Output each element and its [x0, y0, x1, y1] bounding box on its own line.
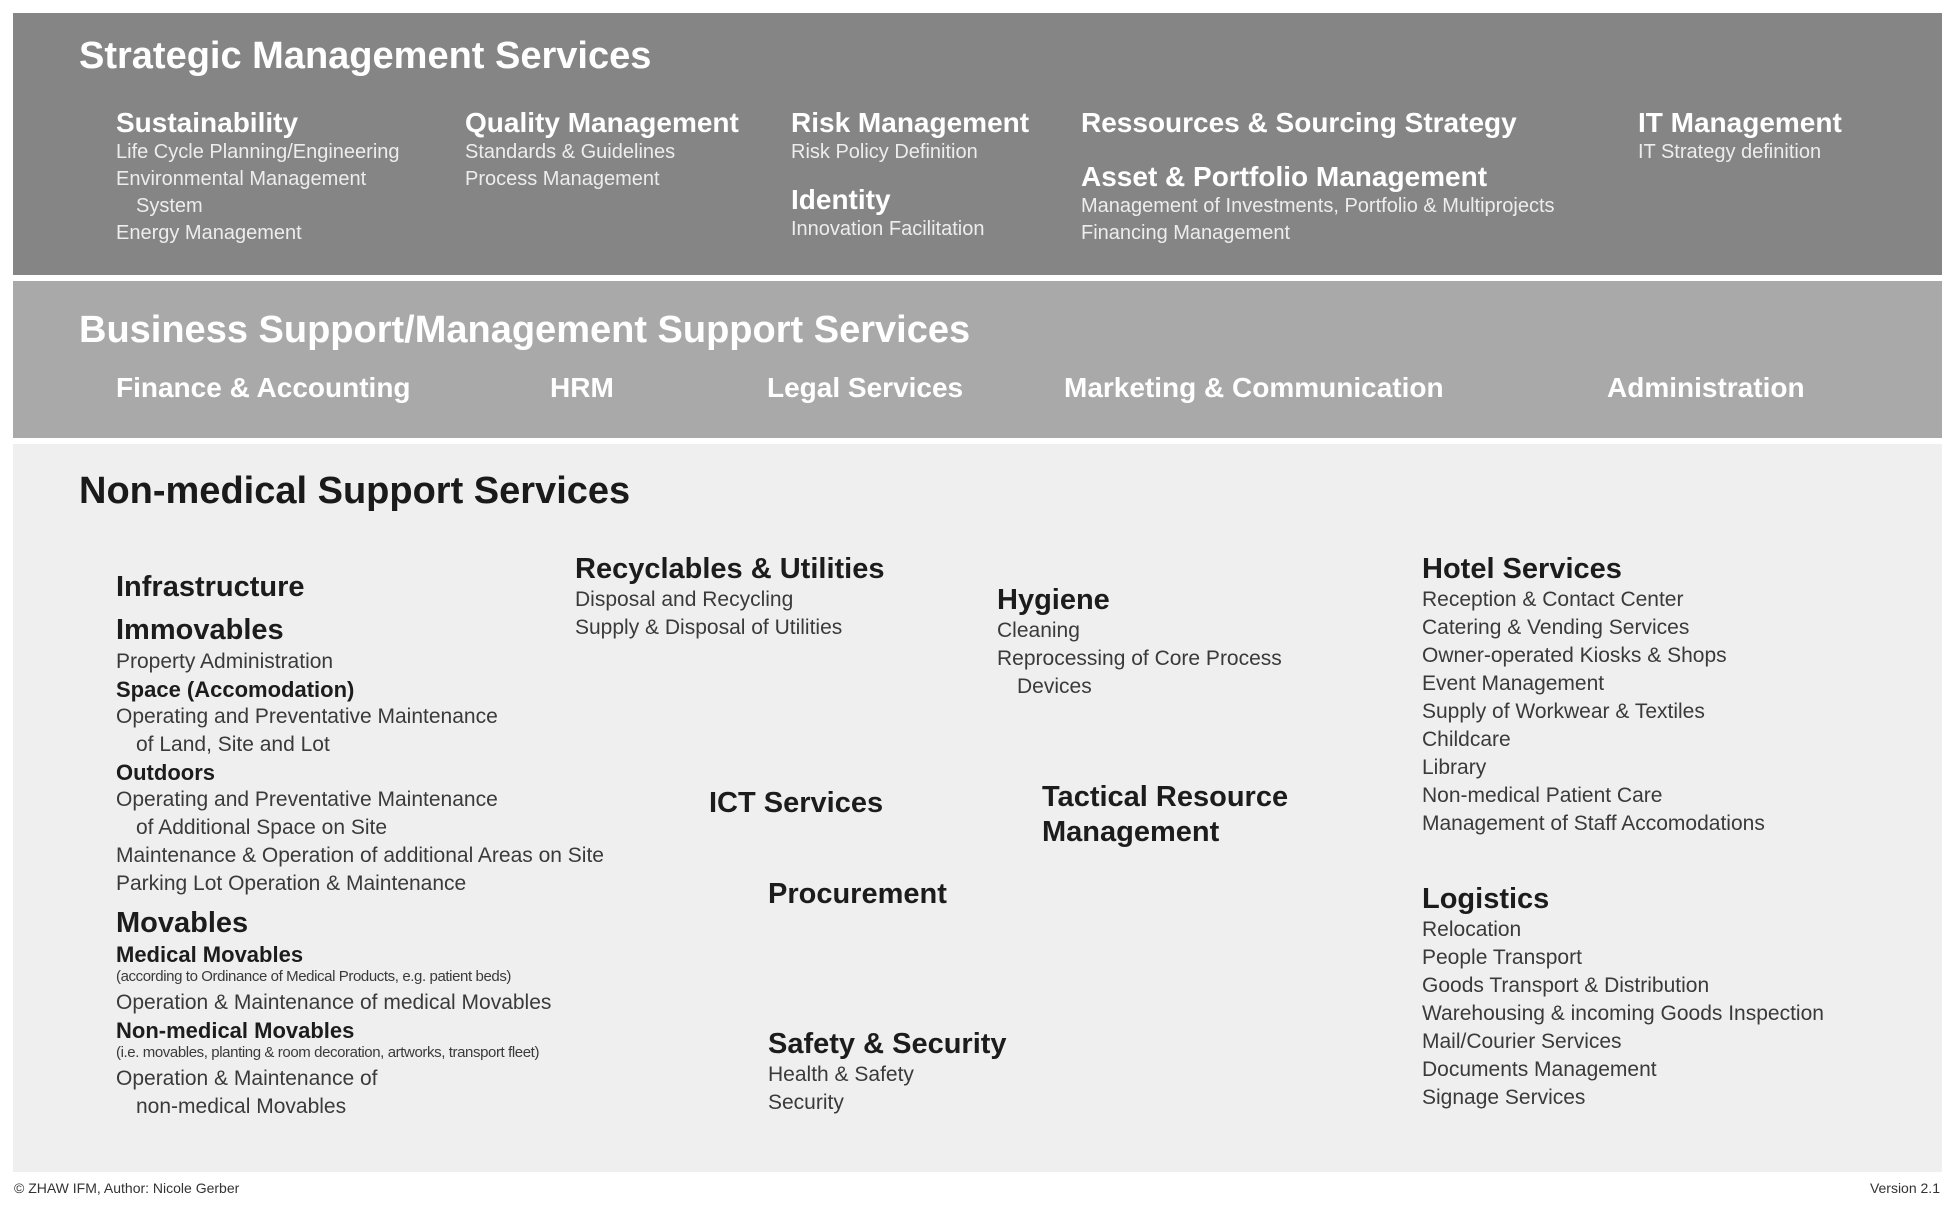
logistics-item: Documents Management — [1422, 1058, 1657, 1081]
hygiene-block — [997, 584, 1282, 701]
business-item-administration: Administration — [1607, 372, 1805, 403]
safety-item: Health & Safety — [768, 1063, 914, 1086]
logistics-block — [1422, 883, 1824, 1112]
nonmedical-support-band — [13, 444, 1942, 1172]
identity-item: Innovation Facilitation — [791, 218, 985, 240]
space-subheading: Space (Accomodation) — [116, 677, 355, 702]
identity-heading: Identity — [791, 184, 891, 215]
recyclables-heading: Recyclables & Utilities — [575, 553, 885, 585]
hotel-item: Childcare — [1422, 728, 1511, 751]
logistics-item: Warehousing & incoming Goods Inspection — [1422, 1002, 1824, 1025]
infrastructure-item: Operating and Preventative Maintenance — [116, 788, 498, 811]
tactical-heading-line2: Management — [1042, 816, 1220, 848]
logistics-item: Relocation — [1422, 918, 1522, 941]
quality-item: Process Management — [465, 168, 660, 190]
resources-block — [1081, 106, 1517, 139]
business-item-marketing: Marketing & Communication — [1064, 372, 1444, 403]
asset-item: Financing Management — [1081, 222, 1291, 244]
business-support-band — [13, 281, 1942, 438]
sustainability-item: Environmental Management — [116, 168, 367, 190]
infrastructure-item: non-medical Movables — [136, 1095, 347, 1118]
infrastructure-item: Operating and Preventative Maintenance — [116, 705, 498, 728]
nonmedical-movables-note: (i.e. movables, planting & room decoration, artworks, transport fleet) — [116, 1044, 540, 1061]
infrastructure-heading: Infrastructure — [116, 571, 305, 603]
hotel-item: Event Management — [1422, 672, 1605, 695]
risk-management-block — [791, 106, 1029, 166]
quality-item: Standards & Guidelines — [465, 141, 676, 163]
it-item: IT Strategy definition — [1638, 141, 1822, 163]
sustainability-item: Life Cycle Planning/Engineering — [116, 141, 400, 163]
infrastructure-item: Operation & Maintenance of — [116, 1067, 378, 1090]
hotel-item: Catering & Vending Services — [1422, 616, 1690, 639]
recyclables-block — [575, 553, 884, 642]
business-item-finance: Finance & Accounting — [116, 372, 411, 403]
hygiene-item: Reprocessing of Core Process — [997, 647, 1282, 670]
business-item-hrm: HRM — [550, 372, 614, 403]
sustainability-item: Energy Management — [116, 222, 302, 244]
outdoors-subheading: Outdoors — [116, 760, 215, 785]
quality-management-block — [465, 106, 739, 193]
ict-heading: ICT Services — [709, 787, 884, 819]
nonmedical-title: Non-medical Support Services — [79, 470, 631, 512]
hotel-item: Owner-operated Kiosks & Shops — [1422, 644, 1727, 667]
immovables-heading: Immovables — [116, 614, 284, 646]
medical-movables-note: (according to Ordinance of Medical Products, e.g. patient beds) — [116, 968, 512, 985]
copyright-footer: © ZHAW IFM, Author: Nicole Gerber — [14, 1180, 240, 1196]
safety-security-block — [768, 1028, 1007, 1117]
hotel-item: Supply of Workwear & Textiles — [1422, 700, 1705, 723]
hygiene-item: Cleaning — [997, 619, 1080, 642]
infrastructure-block — [116, 570, 604, 1121]
version-footer: Version 2.1 — [1869, 1180, 1940, 1196]
safety-item: Security — [768, 1091, 844, 1114]
tactical-resource-block — [1042, 780, 1288, 850]
sustainability-heading: Sustainability — [116, 107, 299, 138]
logistics-item: People Transport — [1422, 946, 1582, 969]
logistics-item: Signage Services — [1422, 1086, 1586, 1109]
quality-heading: Quality Management — [465, 107, 739, 138]
logistics-heading: Logistics — [1422, 883, 1550, 915]
strategic-management-band — [13, 13, 1942, 275]
tactical-heading-line1: Tactical Resource — [1042, 781, 1289, 813]
risk-heading: Risk Management — [791, 107, 1030, 138]
hotel-item: Library — [1422, 756, 1487, 779]
recyclables-item: Supply & Disposal of Utilities — [575, 616, 843, 639]
infrastructure-item: Operation & Maintenance of medical Movables — [116, 991, 552, 1014]
business-title: Business Support/Management Support Services — [79, 309, 971, 351]
it-heading: IT Management — [1638, 107, 1842, 138]
safety-heading: Safety & Security — [768, 1028, 1007, 1060]
hygiene-item: Devices — [1017, 675, 1092, 698]
recyclables-item: Disposal and Recycling — [575, 588, 794, 611]
movables-heading: Movables — [116, 907, 249, 939]
infrastructure-item: Property Administration — [116, 650, 334, 673]
infrastructure-item: Parking Lot Operation & Maintenance — [116, 872, 467, 895]
infrastructure-item: of Land, Site and Lot — [136, 733, 330, 756]
nonmedical-movables-subheading: Non-medical Movables — [116, 1018, 355, 1043]
asset-item: Management of Investments, Portfolio & Multiprojects — [1081, 195, 1555, 217]
identity-block — [791, 183, 984, 243]
infrastructure-item: of Additional Space on Site — [136, 816, 388, 839]
hotel-item: Reception & Contact Center — [1422, 588, 1684, 611]
asset-heading: Asset & Portfolio Management — [1081, 161, 1488, 192]
strategic-title: Strategic Management Services — [79, 35, 652, 77]
ict-services-block — [709, 787, 883, 820]
logistics-item: Goods Transport & Distribution — [1422, 974, 1710, 997]
procurement-block — [768, 878, 947, 911]
infrastructure-item: Maintenance & Operation of additional Areas on Site — [116, 844, 604, 867]
business-item-legal: Legal Services — [767, 372, 964, 403]
resources-heading: Ressources & Sourcing Strategy — [1081, 107, 1517, 138]
risk-item: Risk Policy Definition — [791, 141, 978, 163]
hygiene-heading: Hygiene — [997, 584, 1110, 616]
it-management-block — [1638, 106, 1842, 166]
hotel-services-block — [1422, 553, 1765, 838]
logistics-item: Mail/Courier Services — [1422, 1030, 1622, 1053]
sustainability-item: System — [136, 195, 203, 217]
medical-movables-subheading: Medical Movables — [116, 942, 304, 967]
hotel-heading: Hotel Services — [1422, 553, 1622, 585]
procurement-heading: Procurement — [768, 878, 947, 910]
asset-portfolio-block — [1081, 160, 1555, 247]
sustainability-block — [116, 106, 400, 247]
hotel-item: Non-medical Patient Care — [1422, 784, 1663, 807]
hotel-item: Management of Staff Accomodations — [1422, 812, 1765, 835]
